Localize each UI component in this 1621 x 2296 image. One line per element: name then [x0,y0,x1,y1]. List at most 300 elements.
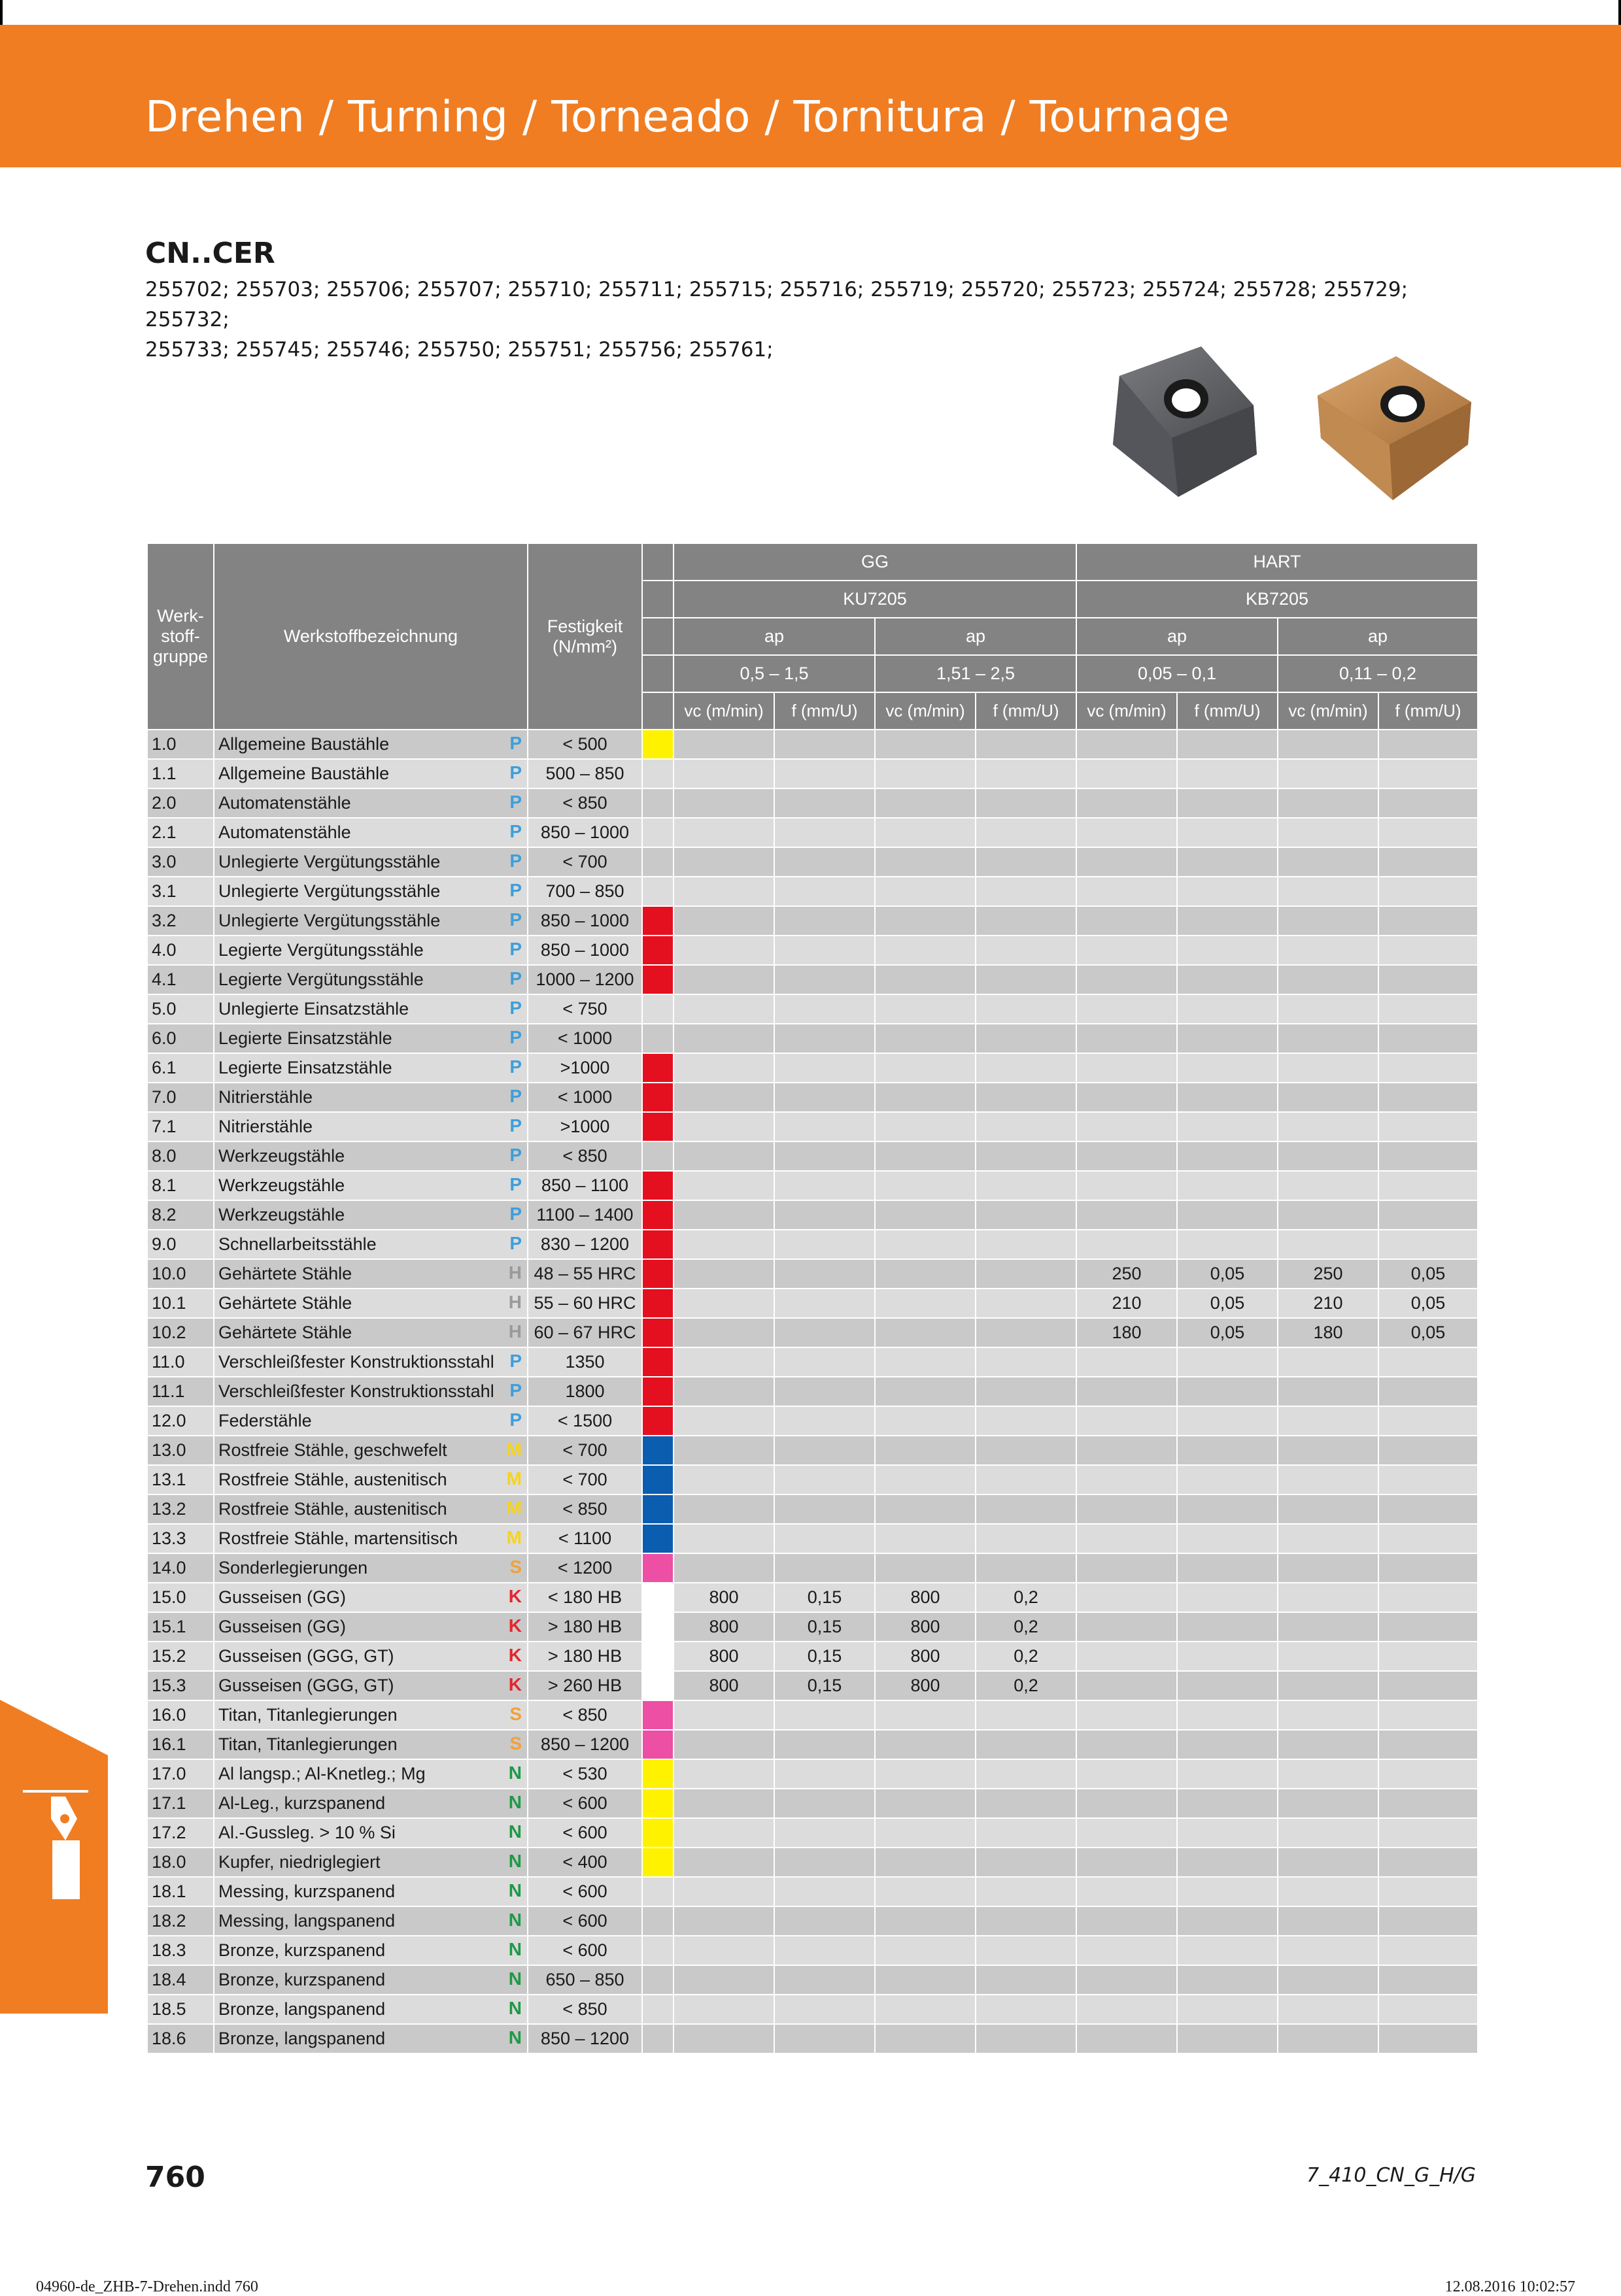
table-row [147,1436,1478,1465]
f-header: f (mm/U) [1378,692,1478,730]
f-value [976,730,1076,759]
table-row [147,1965,1478,1995]
f-value [1177,847,1278,877]
vc-value [875,1906,976,1936]
iso-group-letter: M [506,1468,522,1489]
vc-value [875,847,976,877]
f-value [1177,1436,1278,1465]
f-value [774,1436,875,1465]
f-value [1378,1377,1478,1406]
f-value [774,1906,875,1936]
material-name: Legierte Einsatzstähle [218,1028,392,1048]
vc-value [674,1906,774,1936]
material-group-id: 8.0 [147,1141,214,1171]
vc-value [674,1877,774,1906]
iso-group-letter: P [509,1086,522,1106]
f-value [1378,759,1478,788]
ap-header: ap [674,618,875,655]
f-value [1177,1700,1278,1730]
table-row [147,1877,1478,1906]
f-value [976,906,1076,936]
f-value [1378,965,1478,994]
vc-header: vc (m/min) [1076,692,1177,730]
print-slug: 04960-de_ZHB-7-Drehen.indd 760 [36,2278,258,2295]
vc-value [1076,936,1177,965]
vc-value [1278,788,1378,818]
f-value [1177,1848,1278,1877]
strength-value: < 1000 [528,1083,642,1112]
f-value [774,1289,875,1318]
vc-value [1076,1024,1177,1053]
vc-value: 800 [674,1583,774,1612]
vc-value: 180 [1076,1318,1177,1347]
color-chip [642,1524,674,1553]
material-name: Messing, kurzspanend [218,1882,396,1901]
table-row [147,994,1478,1024]
material-name-cell [214,1289,528,1318]
material-name: Werkzeugstähle [218,1205,345,1224]
color-chip [642,877,674,906]
material-name-cell [214,1259,528,1289]
color-chip [642,965,674,994]
color-chip [642,1083,674,1112]
vc-value: 800 [875,1612,976,1642]
vc-value [1076,1406,1177,1436]
material-group-id: 16.0 [147,1700,214,1730]
vc-value [1076,1494,1177,1524]
material-name: Unlegierte Vergütungsstähle [218,852,441,871]
vc-value [1278,877,1378,906]
f-value [1378,788,1478,818]
color-chip [642,1024,674,1053]
color-chip [642,1848,674,1877]
vc-value [875,1965,976,1995]
iso-group-letter: N [508,1763,522,1783]
material-name: Allgemeine Baustähle [218,764,390,783]
material-group-id: 13.0 [147,1436,214,1465]
iso-group-letter: N [508,1792,522,1812]
material-name-cell [214,1671,528,1700]
material-group-id: 16.1 [147,1730,214,1759]
f-value [774,1818,875,1848]
f-value [774,1848,875,1877]
vc-value [1278,1995,1378,2024]
material-group-id: 15.2 [147,1642,214,1671]
vc-value [1076,1936,1177,1965]
f-value: 0,05 [1177,1318,1278,1347]
vc-value [1076,1700,1177,1730]
f-value [1378,1995,1478,2024]
f-value [774,1995,875,2024]
table-row [147,1318,1478,1347]
material-name-cell [214,1612,528,1642]
iso-group-letter: S [509,1704,522,1724]
vc-value [1278,1583,1378,1612]
vc-value [875,1083,976,1112]
vc-value [875,730,976,759]
f-value: 0,05 [1378,1259,1478,1289]
vc-value [875,1789,976,1818]
f-value [774,788,875,818]
color-chip [642,1818,674,1848]
material-name: Rostfreie Stähle, austenitisch [218,1470,447,1489]
vc-value [674,1318,774,1347]
material-group-id: 18.4 [147,1965,214,1995]
table-row [147,1612,1478,1642]
iso-group-letter: P [509,1115,522,1136]
f-value [1378,730,1478,759]
carbide-insert-icon [1093,340,1270,536]
f-value [774,1171,875,1200]
vc-value [1076,965,1177,994]
vc-value [674,1289,774,1318]
f-value [774,877,875,906]
vc-value [1076,1995,1177,2024]
material-name-cell [214,1877,528,1906]
vc-header: vc (m/min) [1278,692,1378,730]
cutting-data-table [146,543,1478,2054]
col-header-chip [642,692,674,730]
f-value: 0,05 [1378,1318,1478,1347]
color-chip [642,2024,674,2053]
color-chip [642,1171,674,1200]
f-value [976,1083,1076,1112]
vc-value [875,1759,976,1789]
material-name: Al-Leg., kurzspanend [218,1793,386,1813]
vc-value [1076,1877,1177,1906]
vc-value [1278,1818,1378,1848]
material-name-cell [214,1906,528,1936]
vc-value [875,1318,976,1347]
material-name-cell [214,1112,528,1141]
strength-value: < 850 [528,1141,642,1171]
color-chip [642,1583,674,1612]
iso-group-letter: H [508,1321,522,1342]
vc-value [674,1553,774,1583]
f-value: 0,15 [774,1583,875,1612]
material-name-cell [214,1465,528,1494]
f-value [1378,1347,1478,1377]
material-group-id: 10.0 [147,1259,214,1289]
ap-header: ap [1278,618,1478,655]
f-value: 0,2 [976,1671,1076,1700]
color-chip [642,1053,674,1083]
vc-value [1278,1112,1378,1141]
color-chip [642,1906,674,1936]
strength-value: 60 – 67 HRC [528,1318,642,1347]
f-value: 0,2 [976,1642,1076,1671]
color-chip [642,1671,674,1700]
color-chip [642,1318,674,1347]
vc-value [674,994,774,1024]
vc-value [1076,1583,1177,1612]
f-value [1177,759,1278,788]
vc-value [1076,2024,1177,2053]
f-value [774,936,875,965]
table-row [147,1083,1478,1112]
material-name-cell [214,2024,528,2053]
vc-value [674,847,774,877]
table-row [147,1200,1478,1230]
vc-value [1076,1642,1177,1671]
f-value [976,1377,1076,1406]
f-value [1177,1730,1278,1759]
vc-value [674,1083,774,1112]
f-value [1378,1141,1478,1171]
f-value [976,1524,1076,1553]
f-value [1177,1671,1278,1700]
color-chip [642,847,674,877]
vc-value [875,1877,976,1906]
f-value [976,2024,1076,2053]
strength-value: < 850 [528,1494,642,1524]
f-value [1177,936,1278,965]
table-row [147,936,1478,965]
iso-group-letter: K [508,1674,522,1695]
material-group-id: 18.3 [147,1936,214,1965]
vc-value [1278,1053,1378,1083]
vc-value: 210 [1076,1289,1177,1318]
vc-value [1278,906,1378,936]
trim-area [0,0,1621,25]
vc-value [875,1200,976,1230]
vc-value [875,1818,976,1848]
vc-value [674,1465,774,1494]
iso-group-letter: K [508,1615,522,1636]
vc-value [1278,936,1378,965]
material-name: Unlegierte Vergütungsstähle [218,881,441,901]
f-value [774,1494,875,1524]
page-reference: 7_410_CN_G_H/G [1306,2164,1476,2187]
iso-group-letter: P [509,1027,522,1047]
vc-value [1278,1730,1378,1759]
f-value [1378,1671,1478,1700]
header-banner [0,25,1621,167]
material-name: Rostfreie Stähle, austenitisch [218,1499,447,1519]
vc-value [1076,1230,1177,1259]
vc-value [1076,1377,1177,1406]
f-value [976,1730,1076,1759]
vc-value [875,2024,976,2053]
strength-value: < 700 [528,847,642,877]
f-value [1177,730,1278,759]
f-value [976,1877,1076,1906]
f-value [774,1465,875,1494]
material-name: Rostfreie Stähle, martensitisch [218,1528,458,1548]
vc-value [674,1848,774,1877]
f-value [1378,1730,1478,1759]
f-value [1177,1818,1278,1848]
f-value [976,1848,1076,1877]
vc-value: 800 [875,1583,976,1612]
iso-group-letter: N [508,1968,522,1989]
color-chip [642,730,674,759]
f-value [976,1759,1076,1789]
table-row [147,1906,1478,1936]
iso-group-letter: P [509,1204,522,1224]
material-name: Bronze, langspanend [218,1999,386,2019]
table-row [147,1141,1478,1171]
vc-value [1076,847,1177,877]
material-name-cell [214,1642,528,1671]
vc-value [1076,994,1177,1024]
vc-value [674,1200,774,1230]
table-row [147,1494,1478,1524]
strength-value: < 1100 [528,1524,642,1553]
f-value [1378,2024,1478,2053]
vc-value [1076,1347,1177,1377]
table-row [147,906,1478,936]
material-name: Bronze, langspanend [218,2029,386,2048]
col-header-chip [642,581,674,618]
strength-value: > 180 HB [528,1642,642,1671]
vc-value [674,936,774,965]
f-value [976,1965,1076,1995]
print-timestamp: 12.08.2016 10:02:57 [1444,2278,1575,2295]
vc-value [674,1377,774,1406]
material-group-id: 6.1 [147,1053,214,1083]
f-value [1177,1200,1278,1230]
f-value [976,788,1076,818]
material-name-cell [214,1583,528,1612]
f-value [774,759,875,788]
f-value [976,759,1076,788]
table-row [147,1995,1478,2024]
table-row [147,965,1478,994]
table-row [147,788,1478,818]
vc-value [1278,1377,1378,1406]
vc-value [1278,1553,1378,1583]
strength-value: < 530 [528,1759,642,1789]
strength-value: 830 – 1200 [528,1230,642,1259]
material-name: Schnellarbeitsstähle [218,1234,377,1254]
table-row [147,1406,1478,1436]
vc-value [1278,1612,1378,1642]
product-codes-line: 255702; 255703; 255706; 255707; 255710; 255711; 255715; 255716; 255719; 255720; 255723; 255724; 255728; 255729; 255732; [145,278,1408,331]
vc-value [1076,1141,1177,1171]
vc-value [674,1259,774,1289]
f-value: 0,05 [1177,1259,1278,1289]
color-chip [642,1553,674,1583]
vc-value: 800 [674,1612,774,1642]
table-row [147,2024,1478,2053]
f-value [774,1053,875,1083]
f-value [1177,1024,1278,1053]
material-name-cell [214,788,528,818]
material-group-id: 10.2 [147,1318,214,1347]
vc-value [1278,1789,1378,1818]
vc-value [875,1171,976,1200]
material-group-id: 5.0 [147,994,214,1024]
vc-value [674,1494,774,1524]
f-value [1378,1230,1478,1259]
f-value [976,1171,1076,1200]
material-name-cell [214,1406,528,1436]
material-name: Bronze, kurzspanend [218,1970,386,1989]
iso-group-letter: K [508,1586,522,1606]
f-value [774,965,875,994]
material-name: Al langsp.; Al-Knetleg.; Mg [218,1764,426,1783]
material-name-cell [214,1730,528,1759]
f-value [976,936,1076,965]
vc-value [1076,1465,1177,1494]
f-value [1177,1789,1278,1818]
f-header: f (mm/U) [774,692,875,730]
table-row [147,1465,1478,1494]
material-name: Sonderlegierungen [218,1558,368,1578]
material-name: Legierte Einsatzstähle [218,1058,392,1077]
f-value [774,1112,875,1141]
f-value [976,1936,1076,1965]
material-name-cell [214,1141,528,1171]
f-value [1378,1818,1478,1848]
material-group-id: 10.1 [147,1289,214,1318]
vc-value [674,1053,774,1083]
f-value [1378,1965,1478,1995]
strength-value: < 400 [528,1848,642,1877]
strength-value: < 850 [528,788,642,818]
vc-value [1076,1171,1177,1200]
material-group-id: 15.0 [147,1583,214,1612]
iso-group-letter: K [508,1645,522,1665]
color-chip [642,1936,674,1965]
f-value [976,1465,1076,1494]
iso-group-letter: P [509,1145,522,1165]
material-group-id: 4.0 [147,936,214,965]
material-group-id: 11.0 [147,1347,214,1377]
f-value [1177,788,1278,818]
vc-value [1076,1083,1177,1112]
f-value [976,877,1076,906]
vc-value [674,906,774,936]
material-name: Kupfer, niedriglegiert [218,1852,381,1872]
f-value [976,965,1076,994]
material-name-cell [214,1759,528,1789]
material-group-id: 15.3 [147,1671,214,1700]
color-chip [642,1112,674,1141]
iso-group-letter: S [509,1733,522,1753]
vc-value [1278,1906,1378,1936]
vc-value [875,1053,976,1083]
iso-group-letter: P [509,733,522,753]
f-value [1177,1141,1278,1171]
iso-group-letter: N [508,1939,522,1959]
strength-value: > 260 HB [528,1671,642,1700]
col-header-chip [642,618,674,655]
f-value [1177,1877,1278,1906]
f-value: 0,15 [774,1642,875,1671]
vc-value [1076,1759,1177,1789]
iso-group-letter: P [509,1351,522,1371]
vc-value [674,2024,774,2053]
f-value [1378,1171,1478,1200]
material-name: Federstähle [218,1411,312,1430]
crop-mark [1618,0,1621,25]
f-value [976,1347,1076,1377]
material-name-cell [214,1700,528,1730]
f-value [774,1230,875,1259]
vc-value [674,877,774,906]
vc-value [674,1730,774,1759]
vc-value [674,1112,774,1141]
ap-range: 1,51 – 2,5 [875,655,1076,692]
f-value [774,994,875,1024]
vc-value: 800 [875,1642,976,1671]
color-chip [642,906,674,936]
f-value [774,1318,875,1347]
strength-value: > 180 HB [528,1612,642,1642]
f-value [1177,965,1278,994]
